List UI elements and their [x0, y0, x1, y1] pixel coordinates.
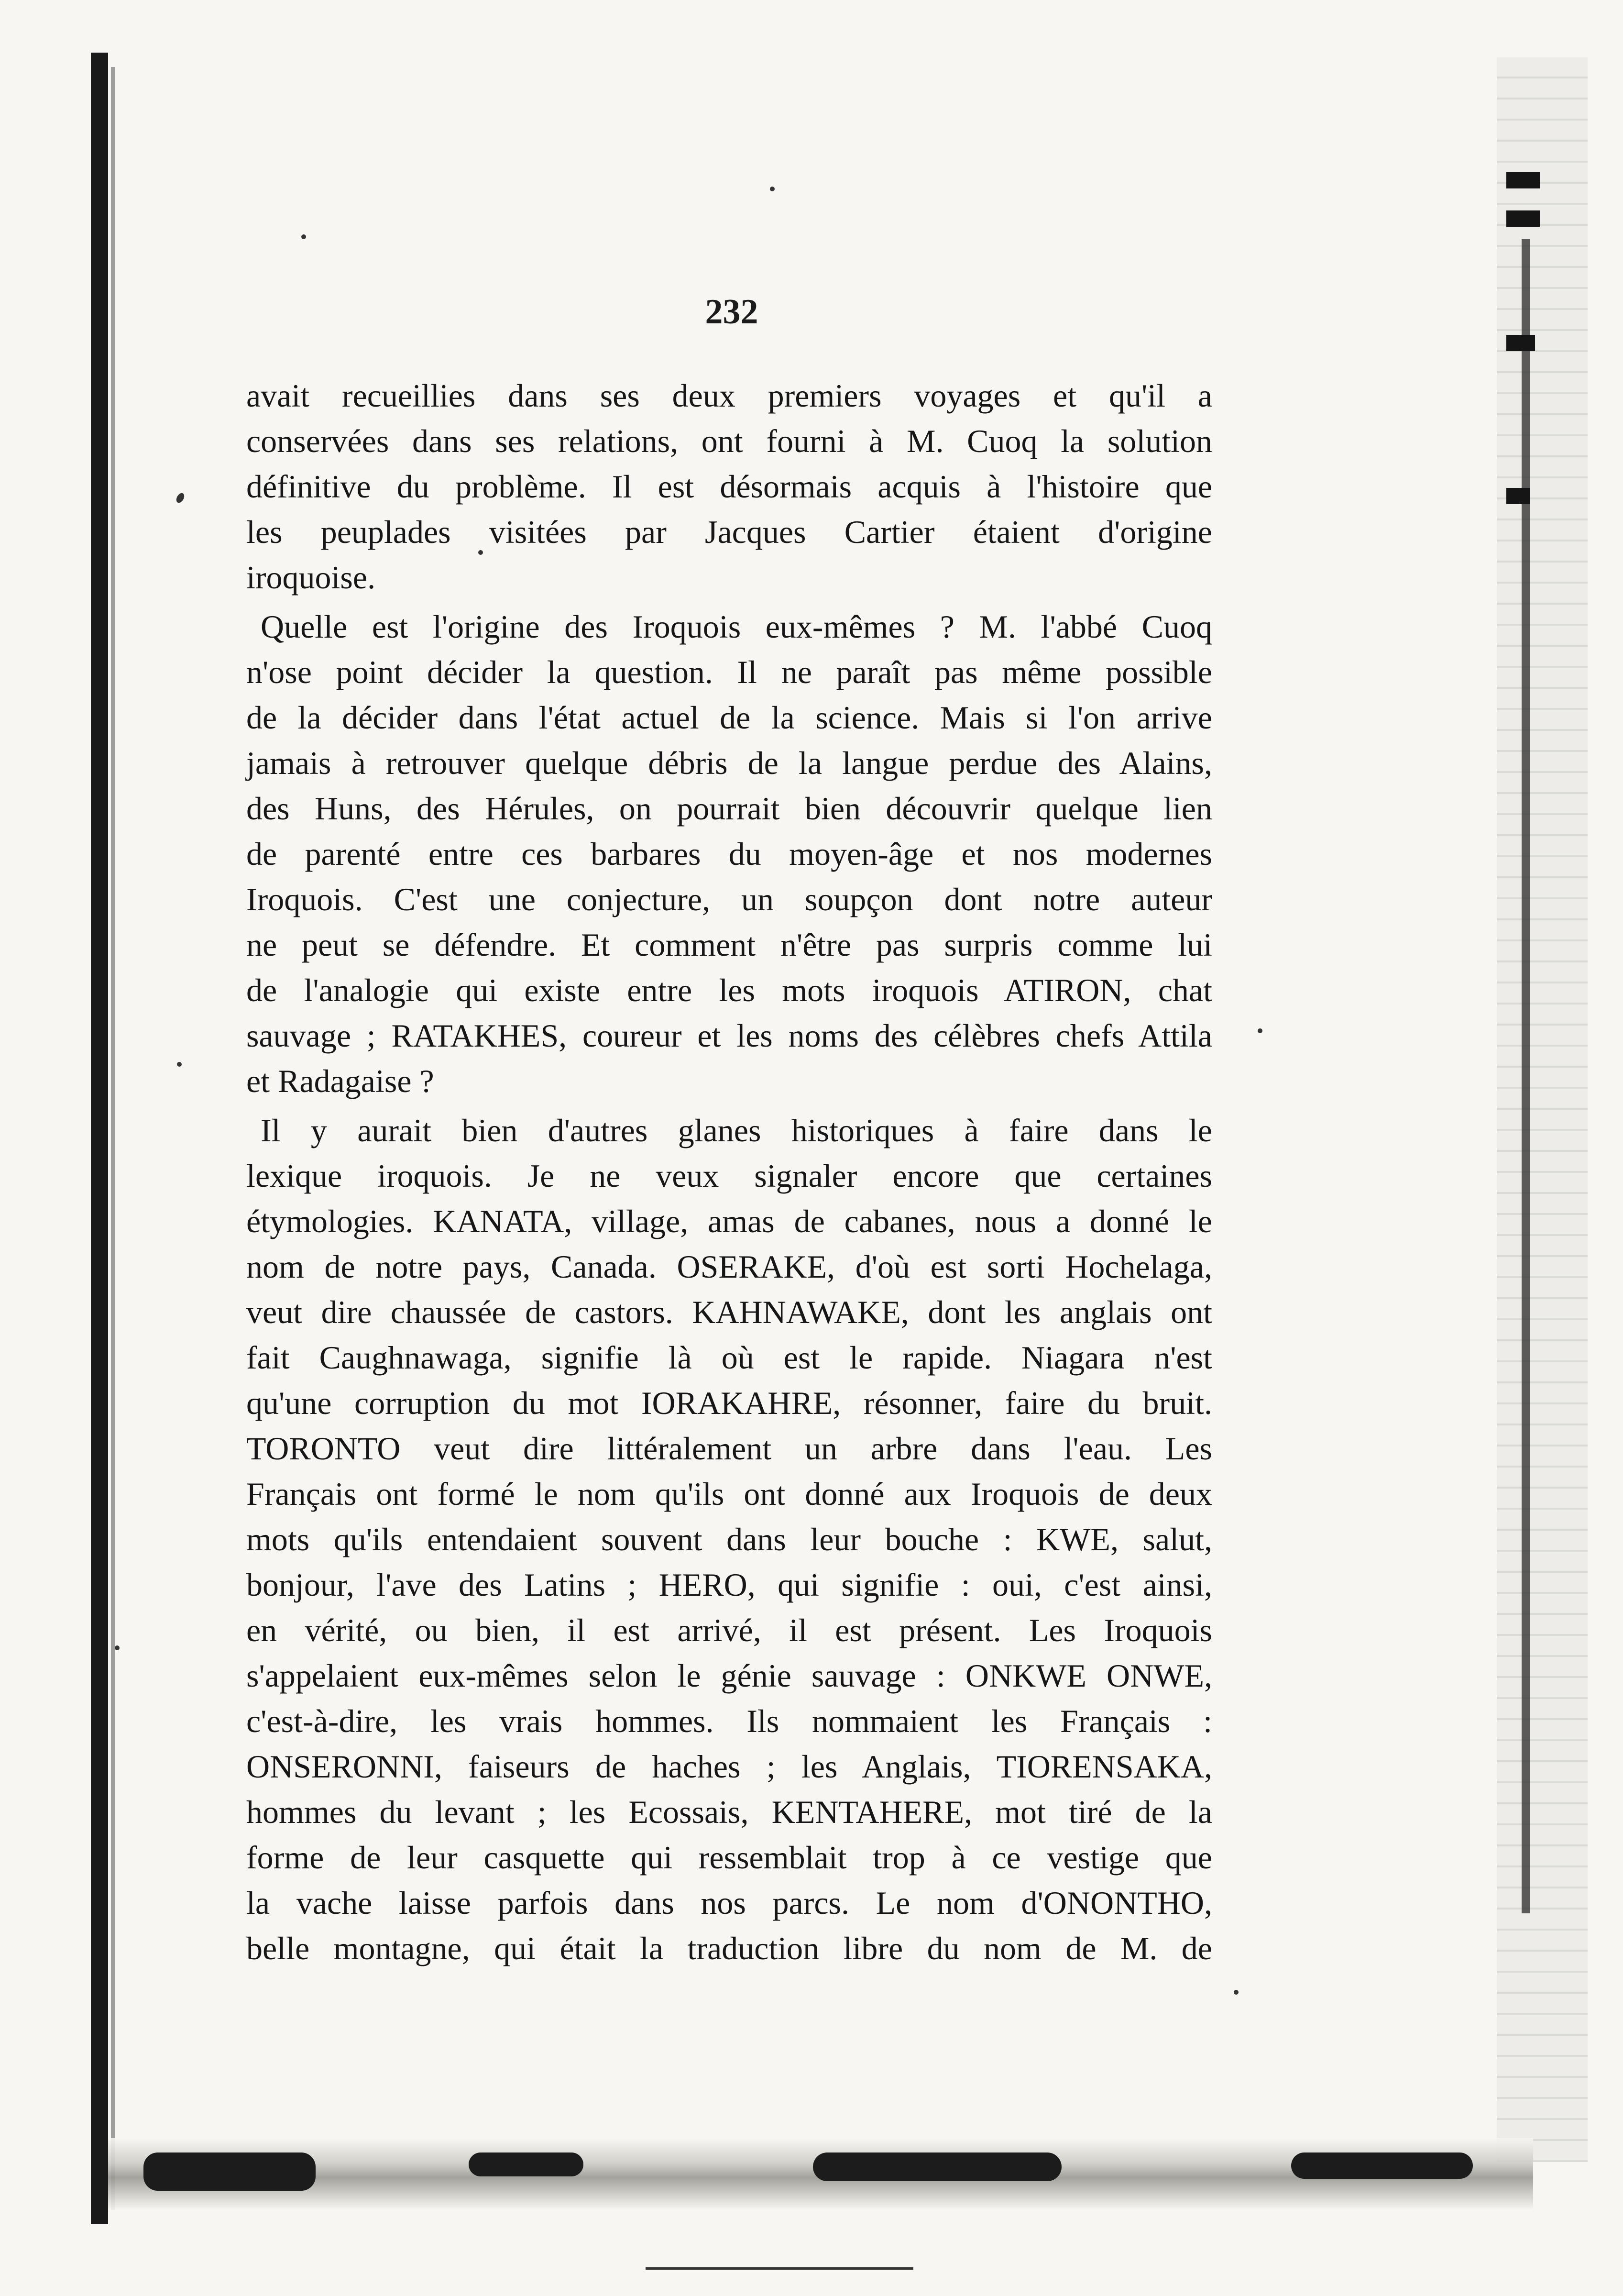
- scan-mark: [1506, 488, 1530, 504]
- scan-speck: [177, 1062, 182, 1067]
- text-line: la vache laisse parfois dans nos parcs. Le nom d'ONONTHO,: [246, 1885, 1212, 1921]
- scan-blotch: [1291, 2152, 1473, 2179]
- scan-mark: [1506, 210, 1540, 227]
- text-line: TORONTO veut dire littéralement un arbre dans l'eau. Les: [246, 1430, 1212, 1467]
- scan-right-edge: [1497, 57, 1588, 2162]
- scan-speck: [175, 492, 186, 504]
- scan-blotch: [143, 2152, 316, 2191]
- text-line: forme de leur casquette qui ressemblait trop à ce vestige que: [246, 1839, 1212, 1876]
- text-line: Iroquois. C'est une conjecture, un soupçon dont notre auteur: [246, 881, 1212, 917]
- text-line: définitive du problème. Il est désormais acquis à l'histoire que: [246, 468, 1212, 505]
- text-line: nom de notre pays, Canada. OSERAKE, d'où est sorti Hochelaga,: [246, 1248, 1212, 1285]
- text-line: en vérité, ou bien, il est arrivé, il est présent. Les Iroquois: [246, 1612, 1212, 1648]
- scan-speck: [1258, 1028, 1262, 1033]
- text-line: iroquoise.: [246, 559, 376, 596]
- text-line: étymologies. KANATA, village, amas de cabanes, nous a donné le: [246, 1203, 1212, 1239]
- scan-speck: [115, 1645, 120, 1650]
- text-line: veut dire chaussée de castors. KAHNAWAKE, dont les anglais ont: [246, 1294, 1212, 1330]
- text-line: bonjour, l'ave des Latins ; HERO, qui signifie : oui, c'est ainsi,: [246, 1567, 1212, 1603]
- paragraph: [246, 373, 1212, 600]
- scan-speck: [1234, 1990, 1239, 1995]
- scan-mark: [1506, 335, 1535, 351]
- text-line: belle montagne, qui était la traduction libre du nom de M. de: [246, 1930, 1212, 1966]
- text-line: et Radagaise ?: [246, 1063, 434, 1099]
- scan-speck: [770, 187, 775, 191]
- text-line: hommes du levant ; les Ecossais, KENTAHERE, mot tiré de la: [246, 1794, 1212, 1830]
- text-line: qu'une corruption du mot IORAKAHRE, résonner, faire du bruit.: [246, 1385, 1212, 1421]
- bottom-rule: [646, 2267, 913, 2270]
- text-line: ne peut se défendre. Et comment n'être pas surpris comme lui: [246, 927, 1212, 963]
- scan-mark: [1506, 172, 1540, 188]
- text-line: Il y aurait bien d'autres glanes historiques à faire dans le: [261, 1112, 1212, 1148]
- text-line: les peuplades visitées par Jacques Cartier étaient d'origine: [246, 514, 1212, 550]
- text-line: ONSERONNI, faiseurs de haches ; les Anglais, TIORENSAKA,: [246, 1748, 1212, 1785]
- text-line: de la décider dans l'état actuel de la science. Mais si l'on arrive: [246, 699, 1212, 736]
- text-line: conservées dans ses relations, ont fourni à M. Cuoq la solution: [246, 423, 1212, 459]
- text-line: avait recueillies dans ses deux premiers voyages et qu'il a: [246, 377, 1212, 414]
- body-text: [246, 373, 1212, 1971]
- text-line: jamais à retrouver quelque débris de la langue perdue des Alains,: [246, 745, 1212, 781]
- text-line: Quelle est l'origine des Iroquois eux-mêmes ? M. l'abbé Cuoq: [261, 608, 1212, 645]
- text-line: des Huns, des Hérules, on pourrait bien découvrir quelque lien: [246, 790, 1212, 827]
- text-line: de parenté entre ces barbares du moyen-âge et nos modernes: [246, 836, 1212, 872]
- text-line: Français ont formé le nom qu'ils ont donné aux Iroquois de deux: [246, 1476, 1212, 1512]
- text-line: fait Caughnawaga, signifie là où est le rapide. Niagara n'est: [246, 1339, 1212, 1376]
- scan-binding-edge: [111, 67, 115, 2210]
- text-line: lexique iroquois. Je ne veux signaler encore que certaines: [246, 1158, 1212, 1194]
- scan-speck: [301, 234, 306, 239]
- paragraph: [246, 1108, 1212, 1971]
- text-line: s'appelaient eux-mêmes selon le génie sauvage : ONKWE ONWE,: [246, 1657, 1212, 1694]
- scan-blotch: [813, 2152, 1062, 2181]
- text-line: c'est-à-dire, les vrais hommes. Ils nommaient les Français :: [246, 1703, 1212, 1739]
- scan-blotch: [469, 2152, 583, 2176]
- text-line: de l'analogie qui existe entre les mots iroquois ATIRON, chat: [246, 972, 1212, 1008]
- scan-binding-shadow: [91, 53, 108, 2224]
- text-line: mots qu'ils entendaient souvent dans leur bouche : KWE, salut,: [246, 1521, 1212, 1557]
- text-line: sauvage ; RATAKHES, coureur et les noms des célèbres chefs Attila: [246, 1017, 1212, 1054]
- text-line: n'ose point décider la question. Il ne paraît pas même possible: [246, 654, 1212, 690]
- paragraph: [246, 604, 1212, 1104]
- page-number: 232: [705, 292, 758, 331]
